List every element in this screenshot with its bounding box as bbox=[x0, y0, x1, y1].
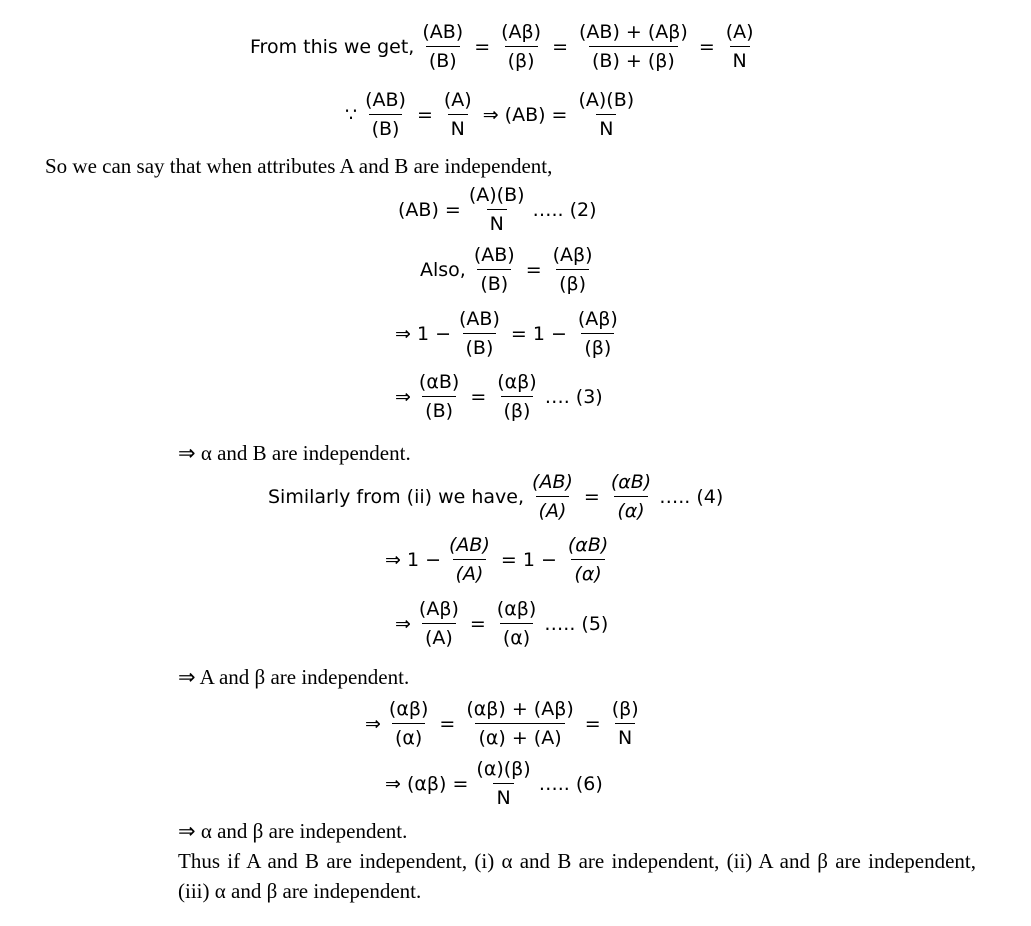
equation-tag: ….. (5) bbox=[544, 612, 609, 635]
denominator: (β) bbox=[581, 333, 614, 360]
denominator: N bbox=[730, 46, 750, 73]
implies-symbol: ⇒ bbox=[395, 612, 411, 635]
fraction bbox=[608, 470, 654, 523]
numerator: (Aβ) bbox=[418, 598, 459, 620]
denominator: (β) bbox=[556, 269, 589, 296]
numerator: (AB) + (Aβ) bbox=[579, 21, 688, 43]
numerator: (A) bbox=[725, 21, 754, 43]
numerator: (α)(β) bbox=[476, 758, 531, 780]
conclusion-paragraph: Thus if A and B are independent, (i) α and B are independent, (ii) A and β are independent, (iii) α and β are independent. bbox=[178, 849, 976, 903]
equation-lead-text: Also, bbox=[420, 258, 466, 281]
statement-alpha-b-independent: ⇒ α and B are independent. bbox=[178, 441, 411, 465]
denominator: (A) bbox=[422, 623, 456, 650]
denominator: (B) bbox=[422, 396, 456, 423]
numerator: (αβ) bbox=[496, 598, 537, 620]
equation-middle: = 1 − bbox=[500, 548, 557, 571]
denominator: (B) + (β) bbox=[589, 46, 678, 73]
fraction bbox=[416, 597, 462, 650]
fraction bbox=[575, 88, 637, 141]
fraction bbox=[609, 697, 642, 750]
equation-tag: …. (3) bbox=[544, 385, 603, 408]
fraction bbox=[576, 20, 691, 73]
numerator: (AB) bbox=[422, 21, 464, 43]
numerator: (AB) bbox=[449, 534, 490, 556]
denominator: (α) bbox=[571, 559, 604, 586]
denominator: (B) bbox=[426, 46, 460, 73]
numerator: (A)(B) bbox=[468, 184, 525, 206]
numerator: (AB) bbox=[532, 471, 573, 493]
equation-tag: ….. (6) bbox=[538, 772, 603, 795]
equation-6 bbox=[385, 757, 603, 810]
equation-2 bbox=[398, 183, 597, 236]
equation-lead-text: ⇒ 1 − bbox=[385, 548, 442, 571]
equation-4 bbox=[268, 470, 723, 523]
equals-sign: = bbox=[698, 35, 715, 58]
denominator: (B) bbox=[463, 333, 497, 360]
fraction bbox=[494, 597, 539, 650]
denominator: (β) bbox=[505, 46, 538, 73]
fraction bbox=[529, 470, 576, 523]
denominator: (β) bbox=[501, 396, 534, 423]
numerator: (αB) bbox=[418, 371, 460, 393]
fraction bbox=[463, 697, 576, 750]
equals-sign: = bbox=[469, 612, 486, 635]
because-symbol: ∵ bbox=[345, 103, 358, 126]
fraction bbox=[419, 20, 466, 73]
fraction bbox=[362, 88, 409, 141]
implies-symbol: ⇒ bbox=[395, 385, 411, 408]
equals-sign: = bbox=[474, 35, 491, 58]
denominator: (α) bbox=[392, 723, 425, 750]
fraction bbox=[446, 533, 493, 586]
denominator: (A) bbox=[536, 496, 570, 523]
equation-one-minus bbox=[395, 307, 626, 360]
denominator: N bbox=[615, 723, 635, 750]
fraction bbox=[441, 88, 475, 141]
implies-symbol: ⇒ bbox=[365, 712, 381, 735]
numerator: (AB) bbox=[365, 89, 406, 111]
equation-tag: ….. (2) bbox=[532, 198, 597, 221]
equals-sign: = bbox=[583, 485, 600, 508]
paragraph-independence-intro: So we can say that when attributes A and B are independent, bbox=[45, 154, 553, 178]
equation-alpha-beta-chain bbox=[365, 697, 647, 750]
equation-ratio-chain bbox=[250, 20, 762, 73]
fraction bbox=[473, 757, 533, 810]
fraction bbox=[723, 20, 757, 73]
numerator: (αB) bbox=[567, 534, 609, 556]
equation-5 bbox=[395, 597, 608, 650]
numerator: (Aβ) bbox=[577, 308, 618, 330]
equals-sign: = bbox=[470, 385, 487, 408]
denominator: (α) + (A) bbox=[475, 723, 564, 750]
denominator: N bbox=[493, 783, 513, 810]
equation-lead-text: Similarly from (ii) we have, bbox=[268, 485, 525, 508]
fraction bbox=[498, 20, 544, 73]
equation-because bbox=[345, 88, 642, 141]
numerator: (αβ) bbox=[388, 698, 429, 720]
numerator: (Aβ) bbox=[552, 244, 593, 266]
fraction bbox=[456, 307, 503, 360]
fraction bbox=[416, 370, 462, 423]
equation-lhs: ⇒ (αβ) = bbox=[385, 772, 469, 795]
equation-lhs: (AB) = bbox=[398, 198, 461, 221]
statement-alpha-beta-independent: ⇒ α and β are independent. bbox=[178, 819, 408, 843]
denominator: (A) bbox=[453, 559, 487, 586]
numerator: (A) bbox=[443, 89, 472, 111]
denominator: (α) bbox=[500, 623, 533, 650]
fraction bbox=[471, 243, 518, 296]
statement-a-beta-independent: ⇒ A and β are independent. bbox=[178, 665, 410, 689]
denominator: N bbox=[487, 209, 507, 236]
denominator: N bbox=[596, 114, 616, 141]
equation-also bbox=[420, 243, 601, 296]
denominator: (B) bbox=[477, 269, 511, 296]
numerator: (Aβ) bbox=[501, 21, 542, 43]
numerator: (αβ) bbox=[497, 371, 537, 393]
equation-3 bbox=[395, 370, 603, 423]
fraction bbox=[565, 533, 611, 586]
fraction bbox=[494, 370, 539, 423]
equation-tag: ….. (4) bbox=[659, 485, 724, 508]
equation-one-minus-2 bbox=[385, 533, 616, 586]
numerator: (αβ) + (Aβ) bbox=[466, 698, 574, 720]
equals-sign: = bbox=[525, 258, 542, 281]
denominator: (α) bbox=[614, 496, 647, 523]
numerator: (AB) bbox=[459, 308, 500, 330]
equation-lead-text: From this we get, bbox=[250, 35, 415, 58]
equation-middle: = 1 − bbox=[510, 322, 567, 345]
numerator: (AB) bbox=[473, 244, 515, 266]
numerator: (αB) bbox=[610, 471, 652, 493]
fraction bbox=[386, 697, 431, 750]
equals-sign: = bbox=[439, 712, 456, 735]
equation-lead-text: ⇒ 1 − bbox=[395, 322, 452, 345]
implies-expression: ⇒ (AB) = bbox=[482, 103, 568, 126]
equals-sign: = bbox=[584, 712, 601, 735]
fraction bbox=[466, 183, 528, 236]
equals-sign: = bbox=[552, 35, 568, 58]
fraction bbox=[550, 243, 596, 296]
denominator: N bbox=[448, 114, 468, 141]
numerator: (A)(B) bbox=[578, 89, 635, 111]
denominator: (B) bbox=[369, 114, 403, 141]
equals-sign: = bbox=[416, 103, 433, 126]
fraction bbox=[575, 307, 621, 360]
numerator: (β) bbox=[611, 698, 639, 720]
